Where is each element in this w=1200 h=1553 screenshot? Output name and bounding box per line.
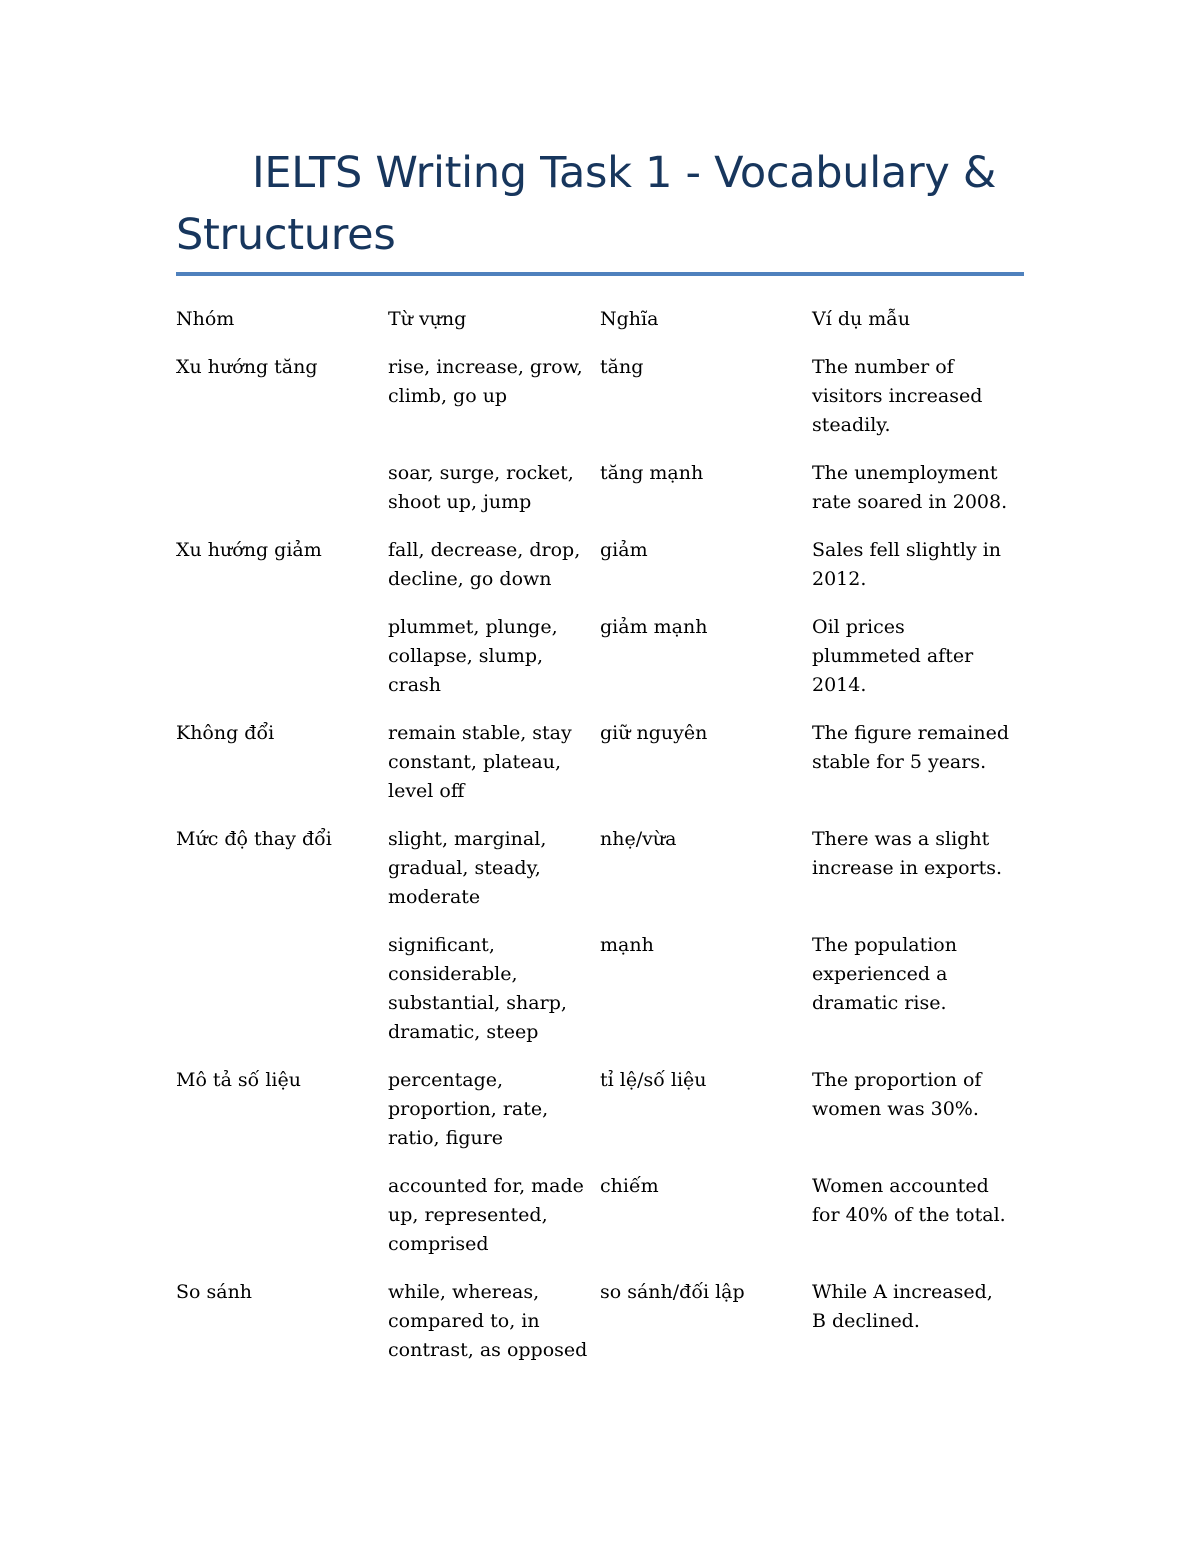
vocabulary-cell: while, whereas, compared to, in contrast, as opposed [388,1281,588,1361]
table-row [176,536,1024,613]
header-example: Ví dụ mẫu [812,308,911,330]
vocabulary-cell: plummet, plunge, collapse, slump, crash [388,616,558,696]
group-cell [176,613,388,719]
table-row [176,613,1024,719]
meaning-cell: giảm mạnh [600,616,708,638]
example-cell: The unemployment rate soared in 2008. [812,462,1008,513]
group-cell: Mô tả số liệu [176,1069,301,1091]
vocabulary-cell: rise, increase, grow, climb, go up [388,356,583,407]
title-block [176,142,1024,266]
meaning-cell: chiếm [600,1175,659,1197]
meaning-cell: nhẹ/vừa [600,828,677,850]
example-cell: Women accounted for 40% of the total. [812,1175,1006,1226]
meaning-cell: tỉ lệ/số liệu [600,1069,707,1091]
group-cell: Mức độ thay đổi [176,828,332,850]
group-cell: So sánh [176,1281,253,1303]
table-row [176,459,1024,536]
table-row [176,353,1024,459]
table-row [176,931,1024,1066]
meaning-cell: tăng mạnh [600,462,704,484]
example-cell: The proportion of women was 30%. [812,1069,982,1120]
vocabulary-cell: slight, marginal, gradual, steady, moderate [388,828,547,908]
example-cell: There was a slight increase in exports. [812,828,1003,879]
example-cell: Sales fell slightly in 2012. [812,539,1002,590]
example-cell: The population experienced a dramatic rise. [812,934,957,1014]
header-group: Nhóm [176,308,235,330]
vocabulary-cell: fall, decrease, drop, decline, go down [388,539,581,590]
meaning-cell: giảm [600,539,648,561]
table-row [176,719,1024,825]
table-row [176,1172,1024,1278]
example-cell: The number of visitors increased steadily. [812,356,983,436]
table-row [176,825,1024,931]
example-cell: Oil prices plummeted after 2014. [812,616,974,696]
vocabulary-cell: remain stable, stay constant, plateau, level off [388,722,572,802]
meaning-cell: so sánh/đối lập [600,1281,745,1303]
table-row [176,1066,1024,1172]
group-cell [176,459,388,536]
vocabulary-cell: percentage, proportion, rate, ratio, figure [388,1069,549,1149]
meaning-cell: giữ nguyên [600,722,708,744]
example-cell: The figure remained stable for 5 years. [812,722,1010,773]
vocabulary-cell: significant, considerable, substantial, sharp, dramatic, steep [388,934,567,1043]
example-cell: While A increased, B declined. [812,1281,993,1332]
group-cell [176,931,388,1066]
vocabulary-cell: soar, surge, rocket, shoot up, jump [388,462,574,513]
title-underline-rule [176,272,1024,276]
vocabulary-cell: accounted for, made up, represented, comprised [388,1175,584,1255]
meaning-cell: tăng [600,356,644,378]
header-meaning: Nghĩa [600,308,659,330]
table-header-row [176,305,1024,353]
document-title: IELTS Writing Task 1 - Vocabulary & Structures [176,148,997,260]
group-cell [176,1172,388,1278]
header-vocabulary: Từ vựng [388,308,467,330]
group-cell: Xu hướng tăng [176,356,318,378]
meaning-cell: mạnh [600,934,654,956]
vocabulary-table [176,305,1024,1384]
group-cell: Không đổi [176,722,275,744]
group-cell: Xu hướng giảm [176,539,322,561]
table-row [176,1278,1024,1384]
